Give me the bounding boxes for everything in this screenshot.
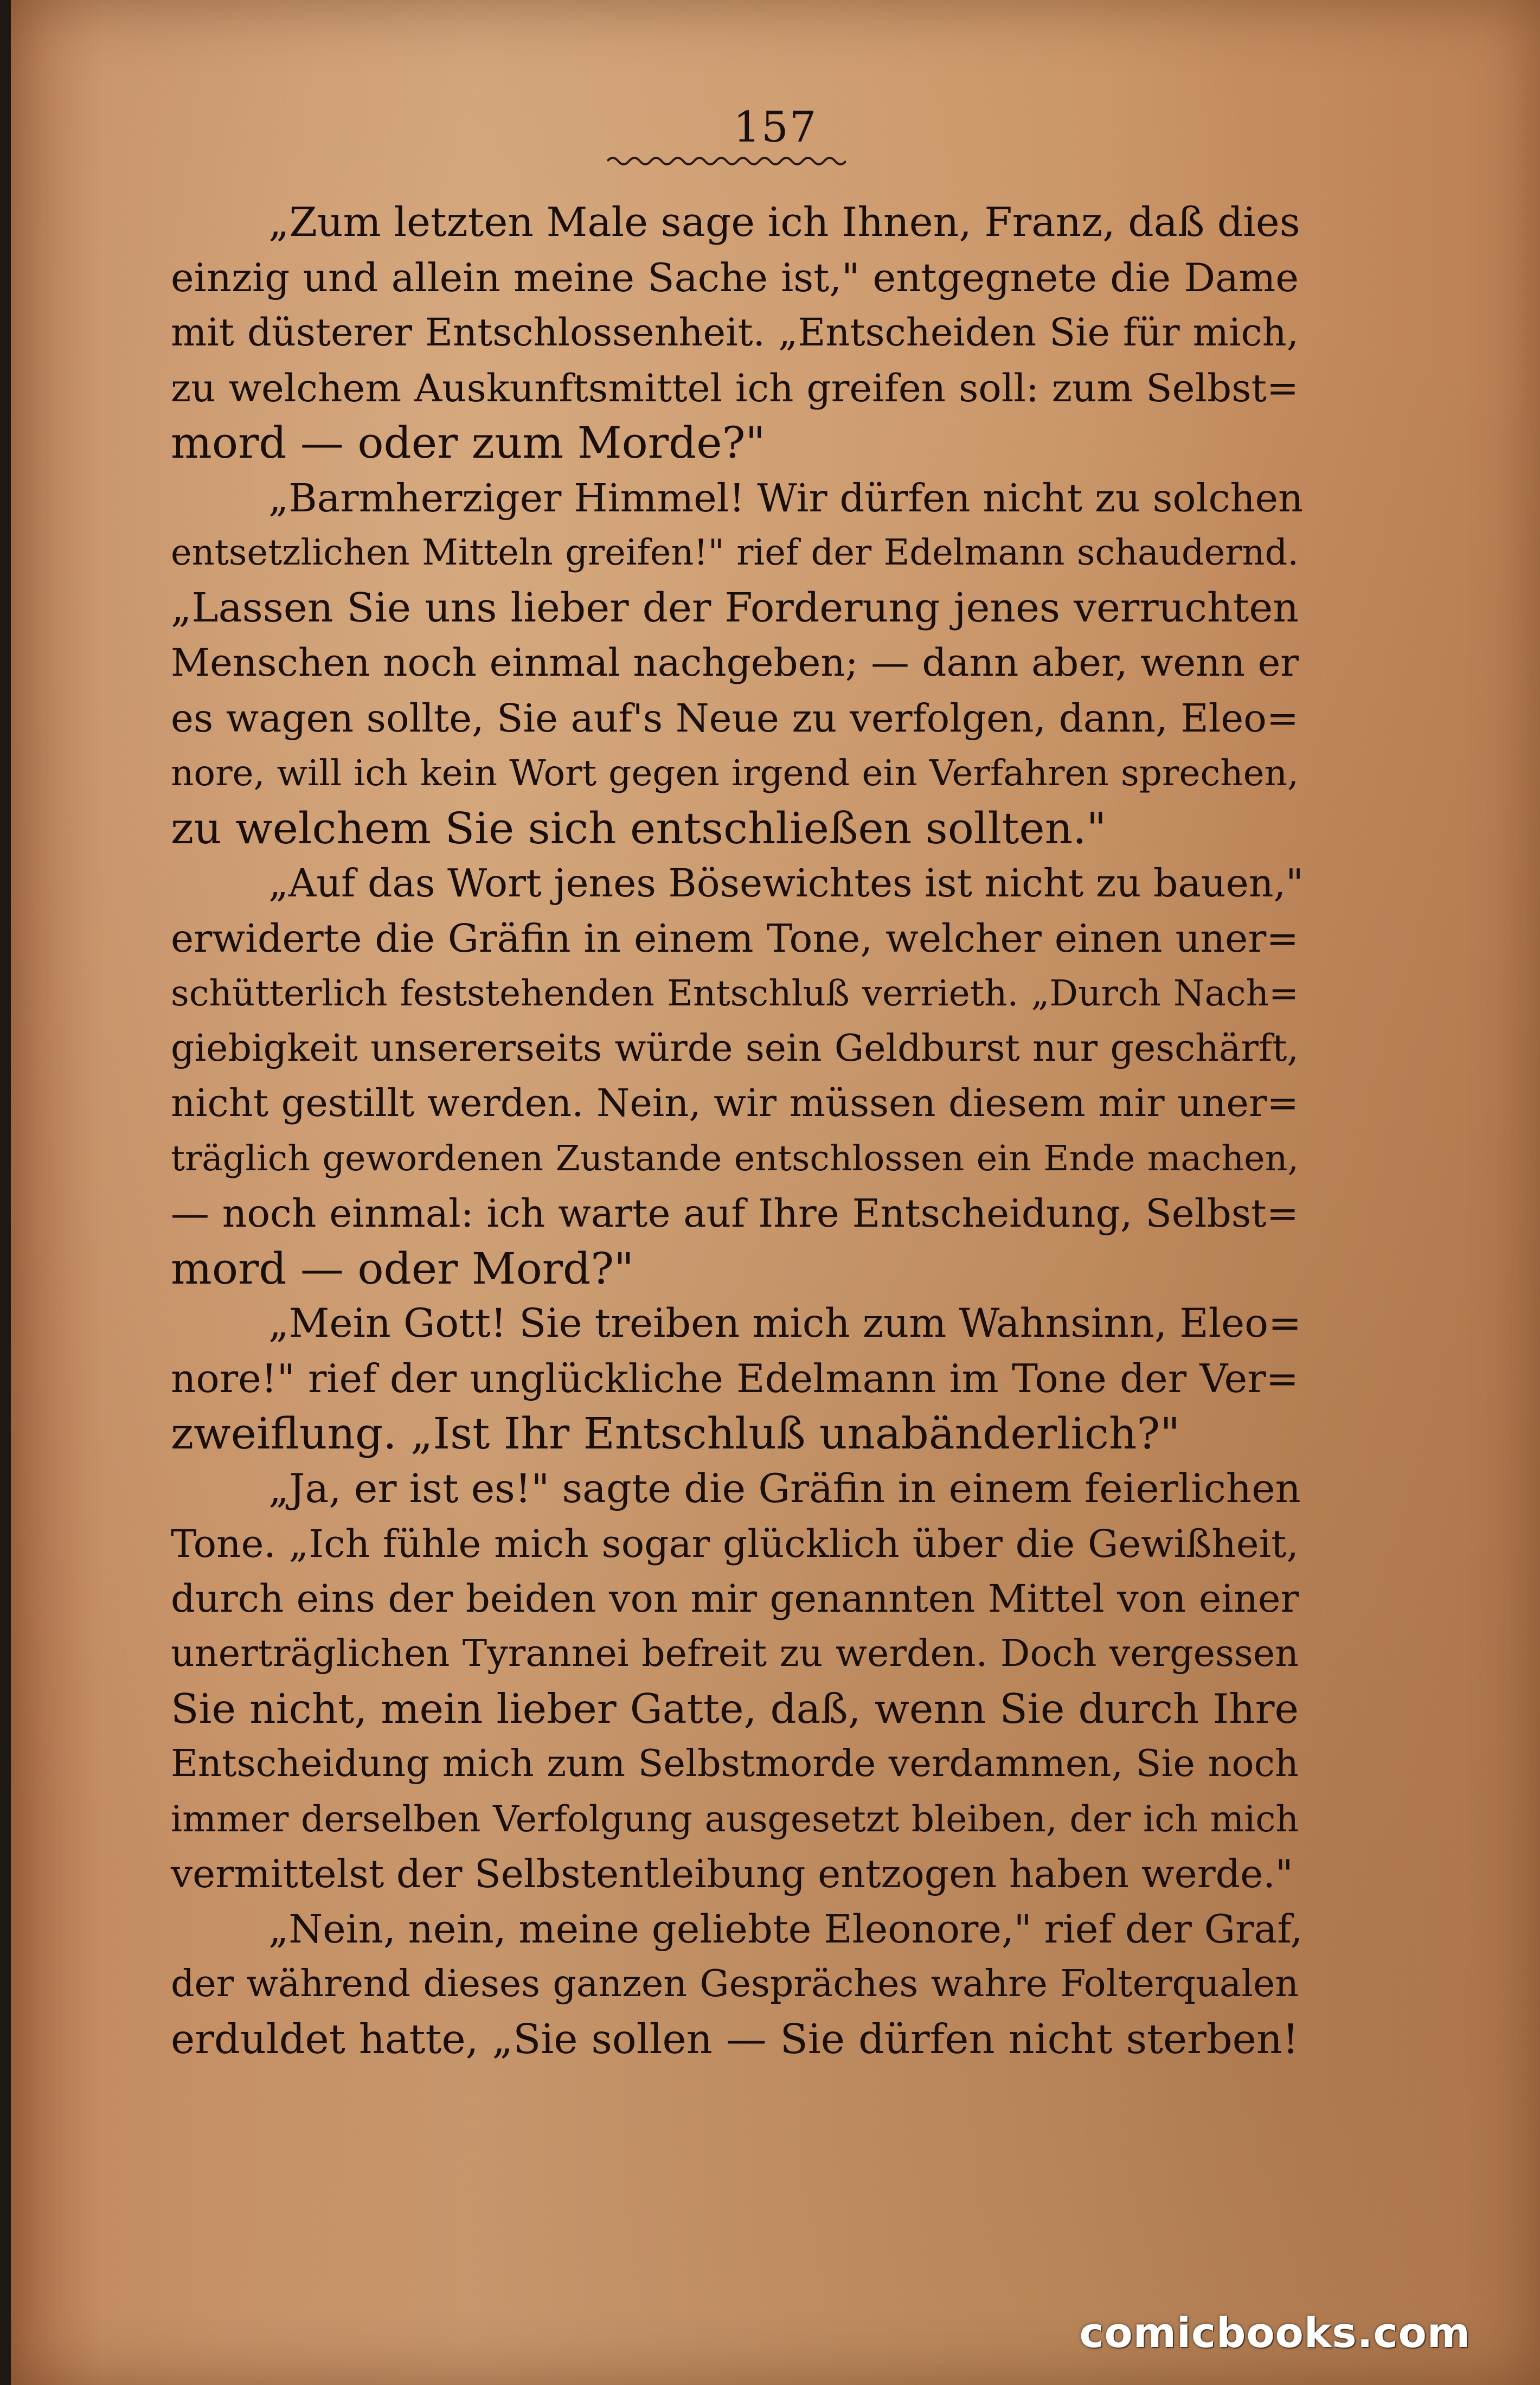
text-line: immer derselben Verfolgung ausgesetzt bleiben, der ich mich	[171, 1798, 1299, 1840]
text-line: „Zum letzten Male sage ich Ihnen, Franz, daß dies	[268, 199, 1300, 246]
text-line: schütterlich feststehenden Entschluß verrieth. „Durch Nach=	[171, 972, 1299, 1014]
body-text	[171, 195, 1304, 2067]
text-line: Menschen noch einmal nachgeben; — dann aber, wenn er	[171, 640, 1299, 685]
text-line: „Lassen Sie uns lieber der Forderung jenes verruchten	[171, 584, 1299, 631]
text-line: nore!" rief der unglückliche Edelmann im Tone der Ver=	[171, 1355, 1299, 1401]
text-line: nicht gestillt werden. Nein, wir müssen diesem mir uner=	[171, 1081, 1299, 1125]
text-line: „Auf das Wort jenes Bösewichtes ist nicht zu bauen,"	[268, 861, 1304, 906]
text-line: erduldet hatte, „Sie sollen — Sie dürfen nicht sterben!	[171, 2015, 1299, 2063]
text-line: „Nein, nein, meine geliebte Eleonore," rief der Graf,	[268, 1906, 1303, 1952]
text-line: erwiderte die Gräfin in einem Tone, welcher einen uner=	[171, 915, 1299, 961]
text-line: entsetzlichen Mitteln greifen!" rief der Edelmann schaudernd.	[171, 532, 1299, 573]
text-line: einzig und allein meine Sache ist," entgegnete die Dame	[171, 254, 1299, 300]
text-line: — noch einmal: ich warte auf Ihre Entscheidung, Selbst=	[171, 1191, 1299, 1236]
page-number: 157	[733, 103, 818, 152]
text-line: träglich gewordenen Zustande entschlossen ein Ende machen,	[171, 1138, 1299, 1179]
text-line: der während dieses ganzen Gespräches wahre Folterqualen	[171, 1963, 1299, 2005]
text-line: Tone. „Ich fühle mich sogar glücklich über die Gewißheit,	[171, 1521, 1299, 1566]
text-line: mit düsterer Entschlossenheit. „Entscheiden Sie für mich,	[171, 310, 1299, 355]
text-line: durch eins der beiden von mir genannten Mittel von einer	[171, 1576, 1299, 1621]
watermark-text: comicbooks.com	[1079, 2309, 1471, 2357]
text-line: Sie nicht, mein lieber Gatte, daß, wenn Sie durch Ihre	[171, 1684, 1299, 1733]
text-line: zu welchem Sie sich entschließen sollten."	[171, 803, 1107, 854]
book-page	[11, 0, 1540, 2385]
text-line: vermittelst der Selbstentleibung entzogen haben werde."	[171, 1851, 1293, 1896]
text-line: unerträglichen Tyrannei befreit zu werden. Doch vergessen	[171, 1632, 1299, 1675]
text-line: nore, will ich kein Wort gegen irgend ein Verfahren sprechen,	[171, 752, 1299, 794]
text-line: zu welchem Auskunftsmittel ich greifen soll: zum Selbst=	[171, 365, 1299, 411]
text-line: giebigkeit unsererseits würde sein Geldburst nur geschärft,	[171, 1027, 1299, 1070]
text-line: mord — oder Mord?"	[171, 1243, 634, 1294]
header-ornament	[607, 153, 846, 169]
text-line: mord — oder zum Morde?"	[171, 418, 766, 468]
text-line: zweiflung. „Ist Ihr Entschluß unabänderlich?"	[171, 1408, 1180, 1459]
text-line: „Barmherziger Himmel! Wir dürfen nicht zu solchen	[268, 475, 1304, 521]
text-line: „Ja, er ist es!" sagte die Gräfin in einem feierlichen	[268, 1465, 1301, 1512]
text-line: „Mein Gott! Sie treiben mich zum Wahnsinn, Eleo=	[268, 1300, 1302, 1347]
text-line: es wagen sollte, Sie auf's Neue zu verfolgen, dann, Eleo=	[171, 695, 1299, 741]
text-line: Entscheidung mich zum Selbstmorde verdammen, Sie noch	[171, 1742, 1299, 1785]
